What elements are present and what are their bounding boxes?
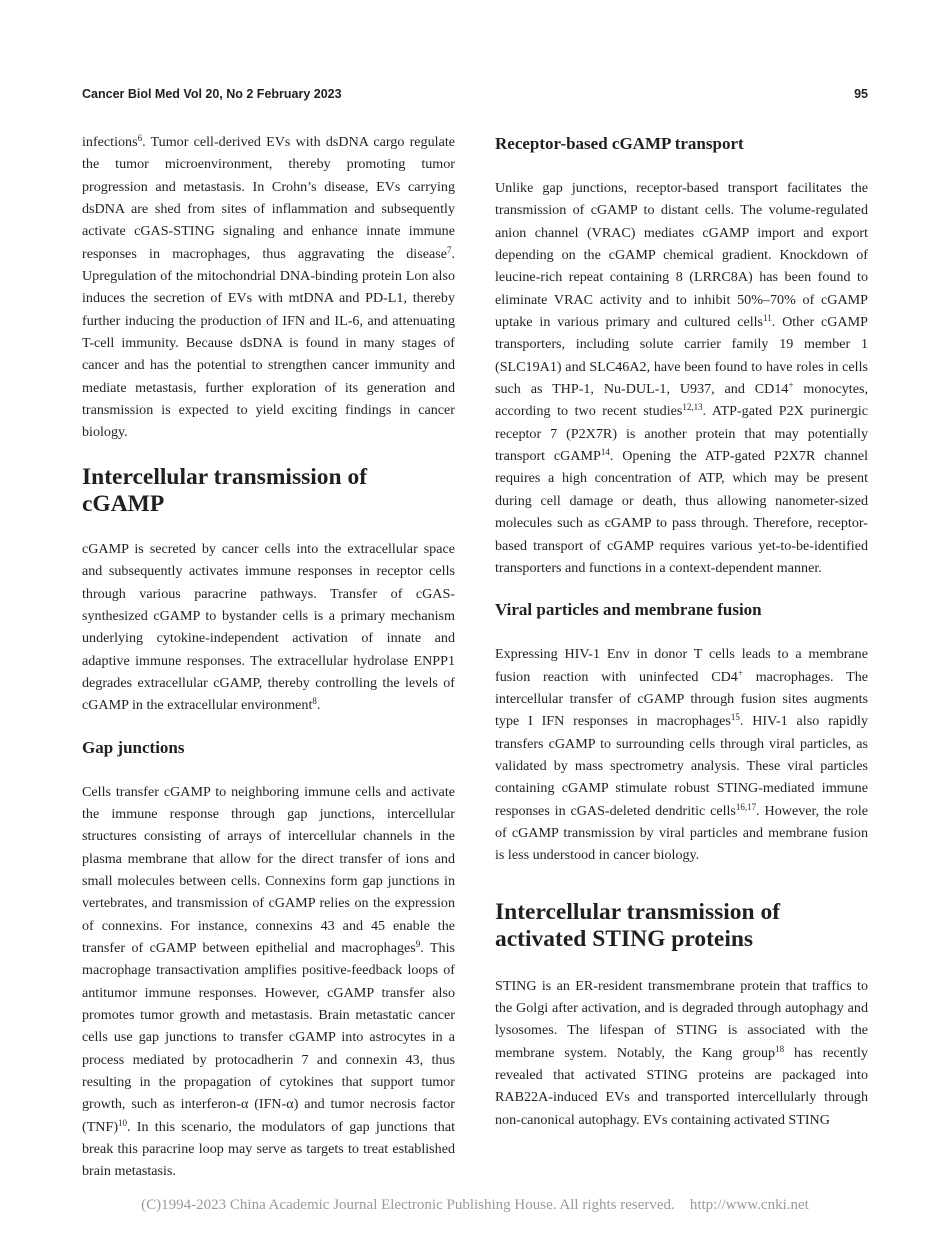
citation-ref: 14 <box>600 447 610 458</box>
citation-ref: 9 <box>415 938 421 949</box>
citation-ref: 12,13 <box>682 402 703 413</box>
paragraph-sting: STING is an ER-resident transmembrane protein that traffics to the Golgi after activation, and is degraded through autophagy and lysosomes. The lifespan of STING is associated with the membrane system. Notably, the Kang group$^{18}$ has recently revealed that activated STING proteins are packaged into RAB22A-induced EVs and transported intercellularly through non-canonical autophagy. EVs containing activated STING <box>495 977 868 1128</box>
copyright-notice: (C)1994-2023 China Academic Journal Electronic Publishing House. All rights reserved. <box>141 1197 675 1213</box>
citation-ref: 11 <box>763 313 772 324</box>
running-header <box>82 87 868 107</box>
page-number: 95 <box>854 87 868 101</box>
citation-ref: 15 <box>730 712 740 723</box>
citation-ref: 16,17 <box>735 801 757 812</box>
citation-ref: 7 <box>446 244 452 255</box>
subheading-gap-junctions: Gap junctions <box>82 737 185 757</box>
section-heading-cgamp: Intercellular transmission of cGAMP <box>82 463 368 517</box>
superscript: + <box>737 667 743 678</box>
superscript: + <box>788 380 794 391</box>
right-column <box>495 131 868 1131</box>
paragraph-intro-continued: infections$^6$. Tumor cell-derived EVs with dsDNA cargo regulate the tumor microenvironment, thereby promoting tumor progression and metastasis. In Crohn’s disease, EVs carrying dsDNA are shed from sites of inflammation and subsequently activate cGAS-STING signaling and enhance innate immune responses in macrophages, thus aggravating the disease$^7$. Upregulation of the mitochondrial DNA-binding protein Lon also induces the secretion of EVs with mtDNA and PD-L1, thereby further inducing the production of IFN and IL-6, and attenuating T-cell immunity. Because dsDNA is found in many stages of cancer and has the potential to strengthen cancer immunity and mediate metastasis, further exploration of its generation and transmission is expected to yield exciting findings in cancer biology. <box>82 133 455 441</box>
paragraph-receptor-transport: Unlike gap junctions, receptor-based transport facilitates the transmission of cGAMP to distant cells. The volume-regulated anion channel (VRAC) mediates cGAMP import and export depending on the cGAMP chemical gradient. Knockdown of leucine-rich repeat containing 8 (LRRC8A) has been found to eliminate VRAC activity and to inhibit 50%–70% of cGAMP uptake in various primary and cultured cells$^{11}$. Other cGAMP transporters, including solute carrier family 19 member 1 (SLC19A1) and SLC46A2, have been found to have roles in cells such as THP-1, Nu-DUL-1, U937, and CD14+ monocytes, according to two recent studies$^{12,13}$. ATP-gated P2X purinergic receptor 7 (P2X7R) is another protein that may potentially transport cGAMP$^{14}$. Opening the ATP-gated P2X7R channel requires a high concentration of ATP, which may be present during cell damage or death, thus allowing nanometer-sized molecules such as cGAMP to pass through. Therefore, receptor-based transport of cGAMP requires various yet-to-be-identified transporters and functions in a context-dependent manner. <box>495 180 868 576</box>
citation-ref: 8 <box>312 696 317 707</box>
subheading-viral-particles: Viral particles and membrane fusion <box>495 600 762 620</box>
paragraph-cgamp: cGAMP is secreted by cancer cells into the extracellular space and subsequently activates immune responses in receptor cells through various paracrine pathways. Transfer of cGAS-synthesized cGAMP to bystander cells is a primary mechanism underlying cytokine-independent activation of innate and adaptive immune responses. The extracellular hydrolase ENPP1 degrades extracellular cGAMP, thereby controlling the levels of cGAMP in the extracellular environment$^8$. <box>82 540 455 714</box>
citation-ref: 18 <box>775 1043 785 1054</box>
citation-ref: 6 <box>137 133 143 143</box>
footer-url: http://www.cnki.net <box>689 1197 809 1213</box>
paragraph-viral-particles: Expressing HIV-1 Env in donor T cells leads to a membrane fusion reaction with uninfected CD4+ macrophages. The intercellular transfer of cGAMP through fusion sites augments type I IFN responses in macrophages$^{15}$. HIV-1 also rapidly transfers cGAMP to surrounding cells through viral particles, as validated by mass spectrometry analysis. These viral particles containing cGAMP stimulate robust STING-mediated immune responses in cGAS-deleted dendritic cells$^{16,17}$. However, the role of cGAMP transmission by viral particles and membrane fusion is less understood in cancer biology. <box>495 646 869 864</box>
citation-ref: 10 <box>118 1117 128 1128</box>
section-heading-sting: Intercellular transmission of activated STING proteins <box>495 898 781 952</box>
copyright-footer <box>0 1197 950 1214</box>
subheading-receptor-transport: Receptor-based cGAMP transport <box>495 134 744 153</box>
journal-citation: Cancer Biol Med Vol 20, No 2 February 2023 <box>82 87 342 101</box>
left-column <box>82 131 455 1183</box>
paragraph-gap-junctions: Cells transfer cGAMP to neighboring immune cells and activate the immune response through gap junctions, intercellular structures consisting of arrays of intercellular channels in the plasma membrane that allow for the direct transfer of ions and small molecules between cells. Connexins form gap junctions in vertebrates, and transmission of cGAMP relies on the expression of connexins. For instance, connexins 43 and 45 enable the transfer of cGAMP between epithelial and macrophages$^9$. This macrophage transactivation amplifies positive-feedback loops of antitumor immune responses. However, cGAMP transfer also promotes tumor growth and metastasis. Brain metastatic cancer cells use gap junctions to transfer cGAMP into astrocytes in a process mediated by protocadherin 7 and connexin 43, thus resulting in the propagation of cytokines that support tumor growth, such as interferon-α (IFN-α) and tumor necrosis factor (TNF)$^{10}$. In this scenario, the modulators of gap junctions that break this paracrine loop may serve as targets to treat established brain metastasis. <box>82 783 455 1180</box>
